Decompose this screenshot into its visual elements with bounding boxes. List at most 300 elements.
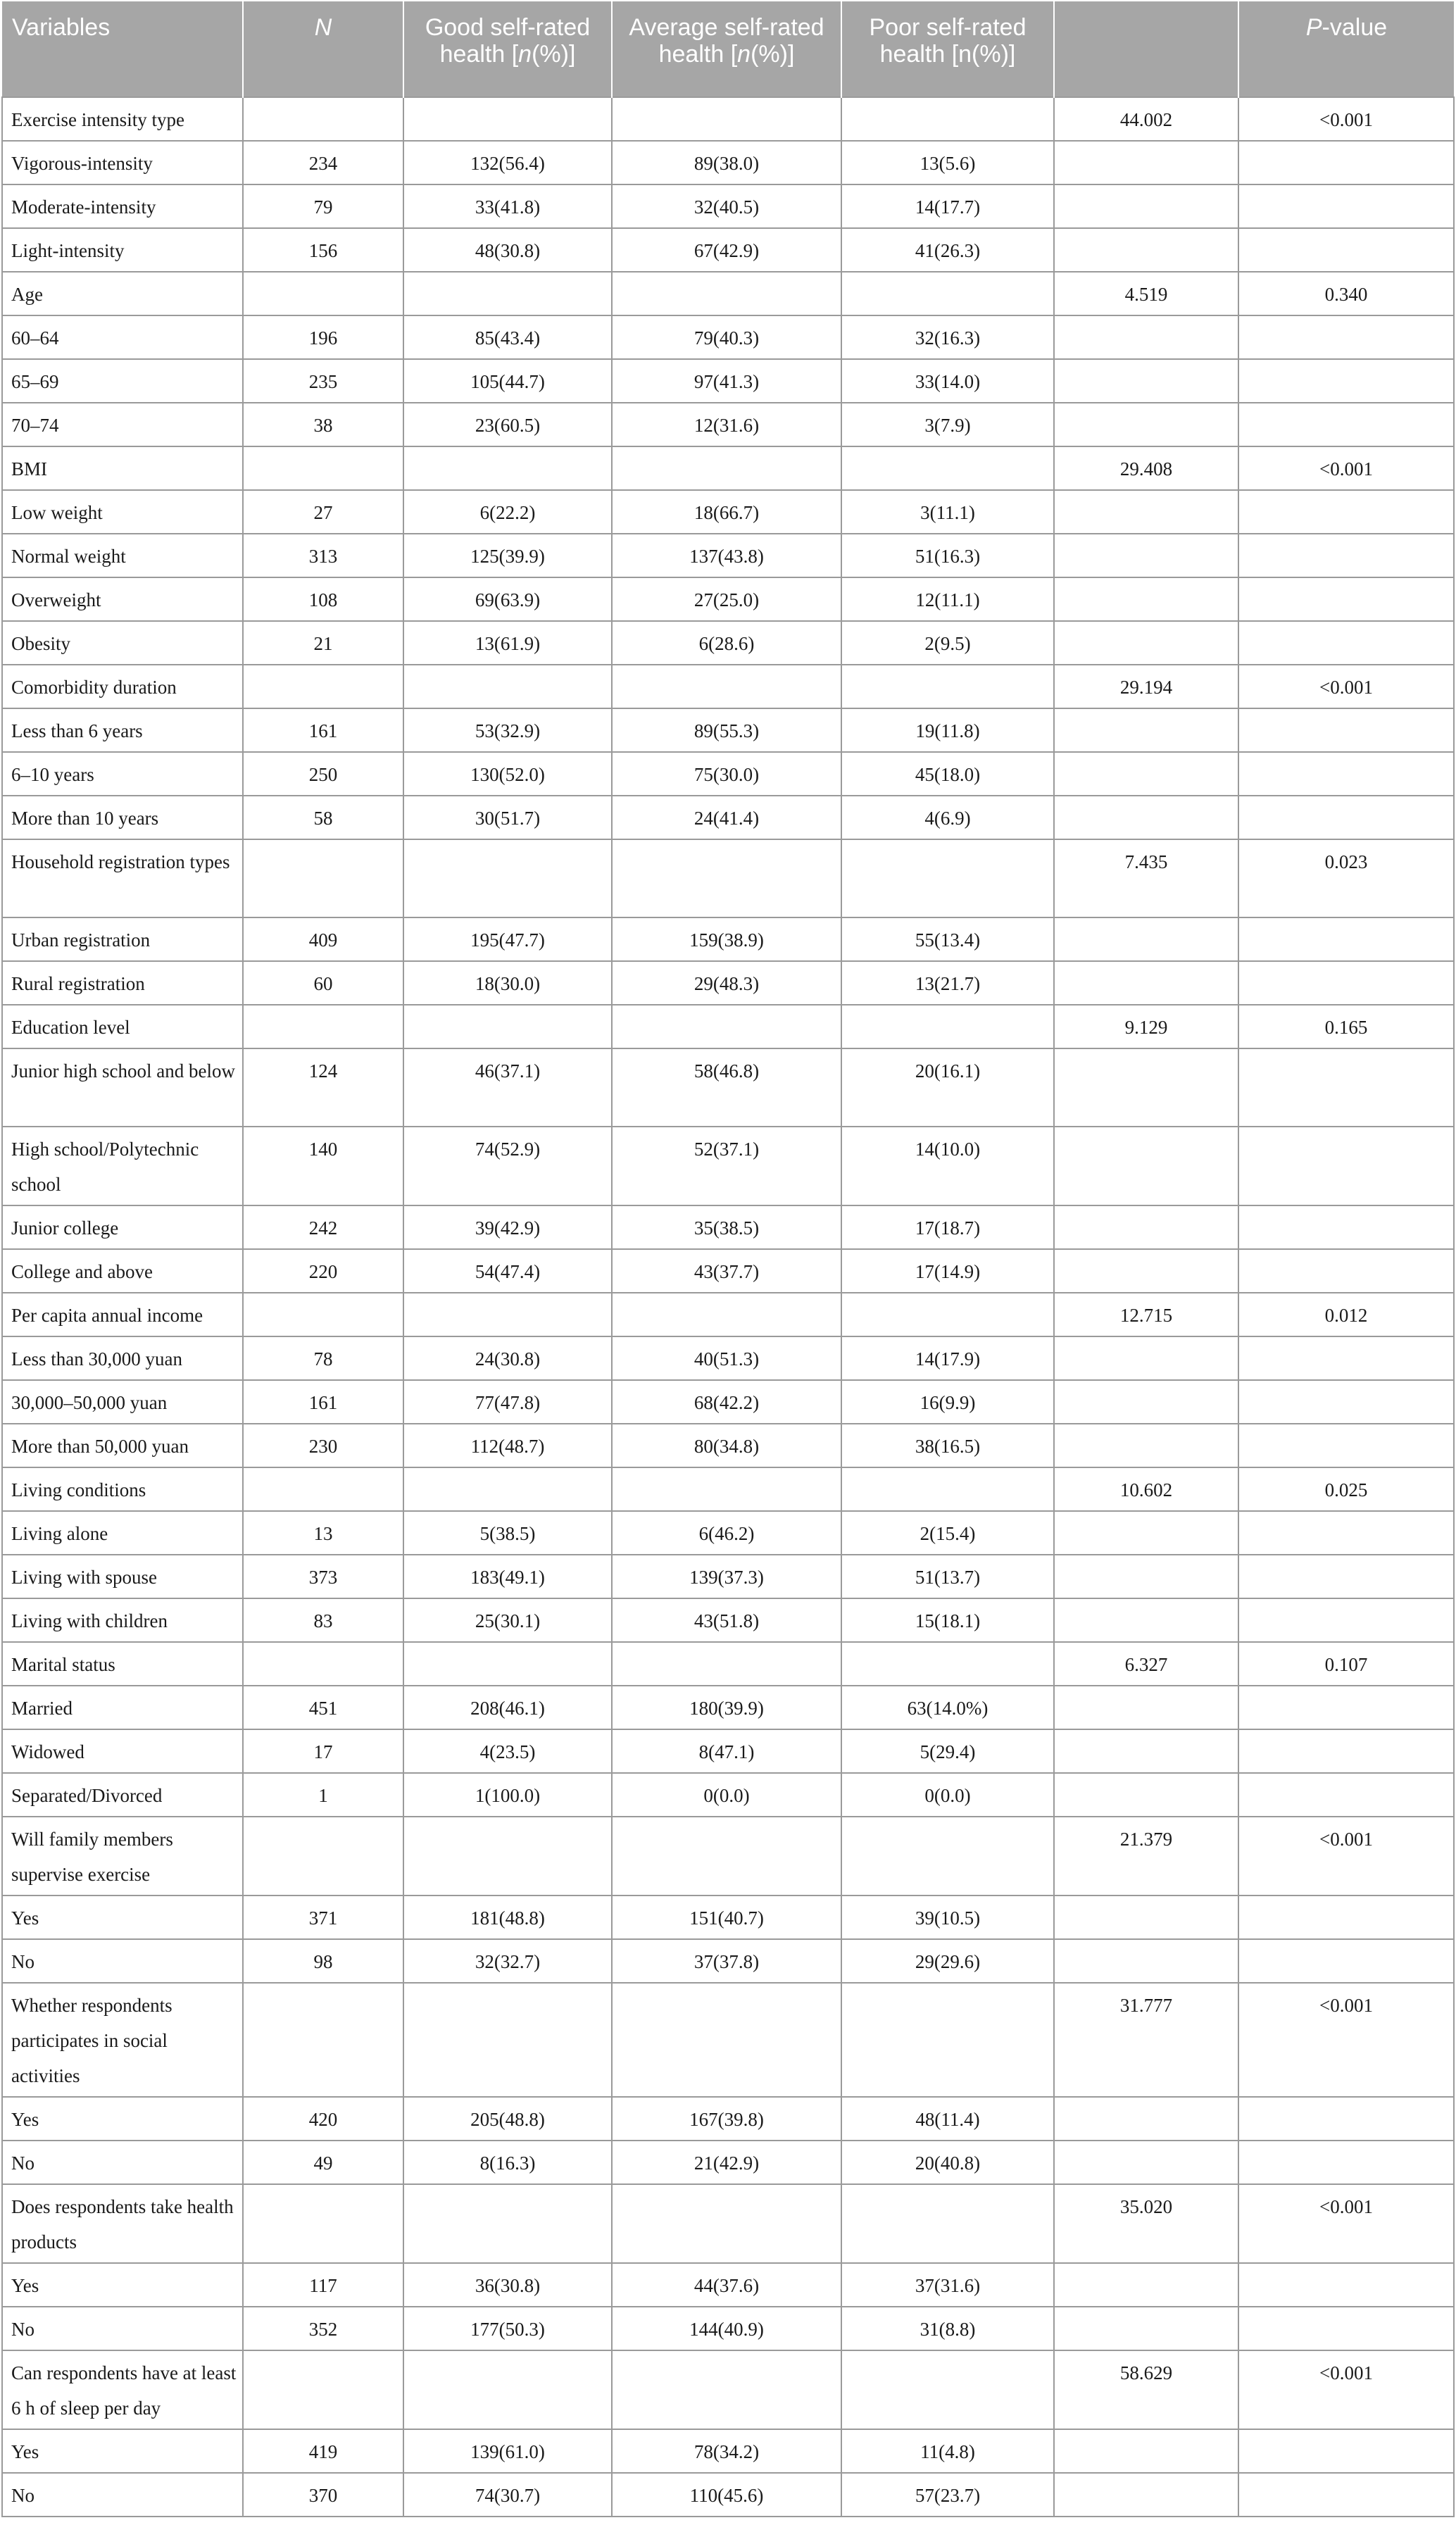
- cell-variable: Yes: [2, 1896, 243, 1939]
- table-row: [2, 1127, 1454, 1205]
- cell-n: 161: [243, 1380, 403, 1424]
- cell-n: 313: [243, 534, 403, 577]
- cell-p-value: [1238, 184, 1454, 228]
- table-row: [2, 577, 1454, 621]
- cell-p-value: [1238, 1939, 1454, 1983]
- cell-n: 196: [243, 315, 403, 359]
- cell-poor: 31(8.8): [841, 2307, 1054, 2350]
- cell-good: 74(52.9): [403, 1127, 612, 1205]
- cell-poor: 3(11.1): [841, 490, 1054, 534]
- header-variables-label: Variables: [12, 14, 111, 41]
- cell-poor: 41(26.3): [841, 228, 1054, 272]
- cell-poor: 17(18.7): [841, 1205, 1054, 1249]
- cell-variable: Junior college: [2, 1205, 243, 1249]
- cell-good: 132(56.4): [403, 141, 612, 184]
- cell-average: 43(37.7): [612, 1249, 841, 1293]
- cell-good: [403, 1642, 612, 1686]
- cell-good: 130(52.0): [403, 752, 612, 796]
- cell-average: 67(42.9): [612, 228, 841, 272]
- cell-n: 21: [243, 621, 403, 665]
- cell-p-value: [1238, 359, 1454, 403]
- cell-p-value: [1238, 621, 1454, 665]
- cell-p-value: <0.001: [1238, 2184, 1454, 2263]
- cell-variable: No: [2, 1939, 243, 1983]
- cell-variable: Overweight: [2, 577, 243, 621]
- cell-poor: 38(16.5): [841, 1424, 1054, 1467]
- header-row: [2, 1, 1454, 97]
- cell-n: 27: [243, 490, 403, 534]
- cell-poor: [841, 446, 1054, 490]
- cell-p-value: [1238, 1555, 1454, 1598]
- table-row: [2, 1598, 1454, 1642]
- cell-p-value: 0.107: [1238, 1642, 1454, 1686]
- cell-p-value: [1238, 2473, 1454, 2517]
- cell-poor: 20(40.8): [841, 2141, 1054, 2184]
- cell-statistic: [1054, 1896, 1238, 1939]
- cell-statistic: [1054, 359, 1238, 403]
- table-row: [2, 1555, 1454, 1598]
- cell-n: 98: [243, 1939, 403, 1983]
- cell-n: 220: [243, 1249, 403, 1293]
- cell-p-value: [1238, 1249, 1454, 1293]
- cell-average: 159(38.9): [612, 917, 841, 961]
- table-row: [2, 1380, 1454, 1424]
- cell-n: 371: [243, 1896, 403, 1939]
- cell-good: 6(22.2): [403, 490, 612, 534]
- cell-average: 32(40.5): [612, 184, 841, 228]
- cell-average: 79(40.3): [612, 315, 841, 359]
- cell-n: [243, 1467, 403, 1511]
- cell-n: [243, 1983, 403, 2097]
- cell-good: 181(48.8): [403, 1896, 612, 1939]
- cell-p-value: [1238, 2263, 1454, 2307]
- cell-statistic: 12.715: [1054, 1293, 1238, 1336]
- cell-p-value: [1238, 141, 1454, 184]
- cell-variable: Normal weight: [2, 534, 243, 577]
- table-header: [2, 1, 1454, 97]
- cell-n: 409: [243, 917, 403, 961]
- cell-variable: Separated/Divorced: [2, 1773, 243, 1817]
- header-statistic: [1054, 1, 1238, 97]
- table-row: [2, 359, 1454, 403]
- cell-good: 5(38.5): [403, 1511, 612, 1555]
- table-row: [2, 184, 1454, 228]
- cell-variable: Light-intensity: [2, 228, 243, 272]
- cell-average: 21(42.9): [612, 2141, 841, 2184]
- cell-average: 6(46.2): [612, 1511, 841, 1555]
- cell-variable: 70–74: [2, 403, 243, 446]
- cell-variable: No: [2, 2307, 243, 2350]
- cell-average: [612, 2350, 841, 2429]
- table-row: [2, 1896, 1454, 1939]
- cell-poor: [841, 1293, 1054, 1336]
- cell-good: [403, 2184, 612, 2263]
- cell-statistic: [1054, 228, 1238, 272]
- table-row: [2, 2429, 1454, 2473]
- cell-variable: Can respondents have at least 6 h of sleep per day: [2, 2350, 243, 2429]
- cell-poor: [841, 1642, 1054, 1686]
- cell-good: 125(39.9): [403, 534, 612, 577]
- cell-statistic: 7.435: [1054, 839, 1238, 917]
- header-good-prefix: Good self-rated health [: [425, 14, 591, 68]
- table-row: [2, 97, 1454, 141]
- header-poor-label: Poor self-rated health [n(%)]: [869, 14, 1027, 68]
- cell-good: 23(60.5): [403, 403, 612, 446]
- cell-statistic: [1054, 2429, 1238, 2473]
- cell-good: [403, 272, 612, 315]
- cell-statistic: [1054, 1729, 1238, 1773]
- cell-poor: [841, 1005, 1054, 1048]
- cell-statistic: [1054, 577, 1238, 621]
- cell-n: [243, 839, 403, 917]
- cell-average: 18(66.7): [612, 490, 841, 534]
- cell-good: [403, 1005, 612, 1048]
- cell-good: 36(30.8): [403, 2263, 612, 2307]
- table-row: [2, 708, 1454, 752]
- cell-statistic: [1054, 708, 1238, 752]
- cell-poor: 11(4.8): [841, 2429, 1054, 2473]
- table-row: [2, 228, 1454, 272]
- header-p-italic: P: [1305, 14, 1322, 41]
- cell-n: 58: [243, 796, 403, 839]
- cell-good: 139(61.0): [403, 2429, 612, 2473]
- cell-p-value: [1238, 315, 1454, 359]
- cell-average: 78(34.2): [612, 2429, 841, 2473]
- cell-average: 97(41.3): [612, 359, 841, 403]
- cell-n: 83: [243, 1598, 403, 1642]
- cell-statistic: [1054, 534, 1238, 577]
- cell-average: [612, 446, 841, 490]
- cell-good: 18(30.0): [403, 961, 612, 1005]
- cell-average: 75(30.0): [612, 752, 841, 796]
- cell-statistic: [1054, 1686, 1238, 1729]
- cell-average: 37(37.8): [612, 1939, 841, 1983]
- cell-statistic: [1054, 1336, 1238, 1380]
- cell-n: 451: [243, 1686, 403, 1729]
- table-row: [2, 1983, 1454, 2097]
- cell-p-value: [1238, 403, 1454, 446]
- cell-average: [612, 2184, 841, 2263]
- cell-p-value: <0.001: [1238, 1817, 1454, 1896]
- cell-good: 208(46.1): [403, 1686, 612, 1729]
- cell-p-value: [1238, 708, 1454, 752]
- header-variables: [2, 1, 243, 97]
- header-n: [243, 1, 403, 97]
- cell-p-value: [1238, 1511, 1454, 1555]
- cell-p-value: [1238, 577, 1454, 621]
- table-container: [1, 1, 1453, 2517]
- cell-statistic: [1054, 2263, 1238, 2307]
- cell-poor: 20(16.1): [841, 1048, 1054, 1127]
- table-row: [2, 839, 1454, 917]
- table-row: [2, 1686, 1454, 1729]
- cell-average: [612, 665, 841, 708]
- cell-average: 12(31.6): [612, 403, 841, 446]
- table-row: [2, 534, 1454, 577]
- cell-variable: Yes: [2, 2429, 243, 2473]
- cell-good: 24(30.8): [403, 1336, 612, 1380]
- cell-p-value: [1238, 917, 1454, 961]
- cell-poor: 17(14.9): [841, 1249, 1054, 1293]
- header-good-suffix: (%)]: [532, 41, 576, 68]
- cell-variable: Living alone: [2, 1511, 243, 1555]
- cell-average: [612, 1293, 841, 1336]
- cell-good: 53(32.9): [403, 708, 612, 752]
- cell-good: [403, 1467, 612, 1511]
- cell-average: 167(39.8): [612, 2097, 841, 2141]
- cell-statistic: [1054, 961, 1238, 1005]
- cell-p-value: 0.023: [1238, 839, 1454, 917]
- cell-average: 180(39.9): [612, 1686, 841, 1729]
- cell-average: 89(55.3): [612, 708, 841, 752]
- cell-p-value: <0.001: [1238, 1983, 1454, 2097]
- cell-statistic: 35.020: [1054, 2184, 1238, 2263]
- cell-average: [612, 1467, 841, 1511]
- cell-poor: 13(21.7): [841, 961, 1054, 1005]
- cell-p-value: [1238, 228, 1454, 272]
- cell-poor: 55(13.4): [841, 917, 1054, 961]
- header-good-n: n: [518, 41, 532, 68]
- cell-poor: [841, 1817, 1054, 1896]
- cell-good: [403, 97, 612, 141]
- cell-statistic: 29.194: [1054, 665, 1238, 708]
- table-row: [2, 2307, 1454, 2350]
- cell-statistic: 21.379: [1054, 1817, 1238, 1896]
- cell-average: [612, 1642, 841, 1686]
- cell-good: [403, 839, 612, 917]
- cell-p-value: 0.165: [1238, 1005, 1454, 1048]
- cell-n: 234: [243, 141, 403, 184]
- cell-statistic: 10.602: [1054, 1467, 1238, 1511]
- cell-good: 4(23.5): [403, 1729, 612, 1773]
- table-row: [2, 1205, 1454, 1249]
- cell-poor: 2(9.5): [841, 621, 1054, 665]
- table-row: [2, 446, 1454, 490]
- cell-good: 33(41.8): [403, 184, 612, 228]
- cell-poor: 15(18.1): [841, 1598, 1054, 1642]
- table-row: [2, 403, 1454, 446]
- cell-n: 370: [243, 2473, 403, 2517]
- cell-statistic: 9.129: [1054, 1005, 1238, 1048]
- cell-poor: 0(0.0): [841, 1773, 1054, 1817]
- cell-p-value: [1238, 1336, 1454, 1380]
- cell-variable: No: [2, 2473, 243, 2517]
- cell-variable: Junior high school and below: [2, 1048, 243, 1127]
- cell-good: 195(47.7): [403, 917, 612, 961]
- cell-poor: [841, 272, 1054, 315]
- cell-statistic: [1054, 1249, 1238, 1293]
- cell-good: 30(51.7): [403, 796, 612, 839]
- cell-n: 161: [243, 708, 403, 752]
- header-average-suffix: (%)]: [751, 41, 795, 68]
- cell-p-value: <0.001: [1238, 446, 1454, 490]
- table-row: [2, 621, 1454, 665]
- cell-poor: [841, 2184, 1054, 2263]
- cell-average: 44(37.6): [612, 2263, 841, 2307]
- table-row: [2, 1293, 1454, 1336]
- cell-average: 0(0.0): [612, 1773, 841, 1817]
- cell-p-value: [1238, 752, 1454, 796]
- cell-variable: No: [2, 2141, 243, 2184]
- cell-variable: Will family members supervise exercise: [2, 1817, 243, 1896]
- cell-variable: Marital status: [2, 1642, 243, 1686]
- cell-average: 139(37.3): [612, 1555, 841, 1598]
- table-row: [2, 2350, 1454, 2429]
- cell-p-value: 0.025: [1238, 1467, 1454, 1511]
- cell-n: 17: [243, 1729, 403, 1773]
- cell-n: 242: [243, 1205, 403, 1249]
- cell-n: [243, 97, 403, 141]
- cell-n: 250: [243, 752, 403, 796]
- cell-poor: 5(29.4): [841, 1729, 1054, 1773]
- table-row: [2, 1939, 1454, 1983]
- cell-average: 80(34.8): [612, 1424, 841, 1467]
- cell-poor: 45(18.0): [841, 752, 1054, 796]
- cell-statistic: [1054, 403, 1238, 446]
- cell-n: [243, 1005, 403, 1048]
- cell-poor: 37(31.6): [841, 2263, 1054, 2307]
- cell-variable: 6–10 years: [2, 752, 243, 796]
- cell-poor: 48(11.4): [841, 2097, 1054, 2141]
- table-row: [2, 2141, 1454, 2184]
- header-average-health: [612, 1, 841, 97]
- cell-poor: 39(10.5): [841, 1896, 1054, 1939]
- cell-n: 60: [243, 961, 403, 1005]
- cell-statistic: [1054, 621, 1238, 665]
- cell-n: [243, 1642, 403, 1686]
- cell-n: [243, 2184, 403, 2263]
- cell-variable: Exercise intensity type: [2, 97, 243, 141]
- cell-p-value: [1238, 1127, 1454, 1205]
- cell-p-value: [1238, 2307, 1454, 2350]
- cell-average: 110(45.6): [612, 2473, 841, 2517]
- cell-poor: 13(5.6): [841, 141, 1054, 184]
- cell-poor: 2(15.4): [841, 1511, 1054, 1555]
- table-row: [2, 1005, 1454, 1048]
- cell-n: 79: [243, 184, 403, 228]
- table-row: [2, 2097, 1454, 2141]
- cell-statistic: [1054, 1511, 1238, 1555]
- cell-good: 105(44.7): [403, 359, 612, 403]
- cell-n: 78: [243, 1336, 403, 1380]
- cell-good: [403, 1293, 612, 1336]
- cell-variable: Does respondents take health products: [2, 2184, 243, 2263]
- cell-n: [243, 272, 403, 315]
- cell-n: [243, 446, 403, 490]
- cell-variable: More than 50,000 yuan: [2, 1424, 243, 1467]
- cell-average: [612, 839, 841, 917]
- cell-average: 27(25.0): [612, 577, 841, 621]
- cell-poor: 12(11.1): [841, 577, 1054, 621]
- cell-good: 54(47.4): [403, 1249, 612, 1293]
- header-poor-health: [841, 1, 1054, 97]
- table-row: [2, 1773, 1454, 1817]
- table-row: [2, 917, 1454, 961]
- cell-average: 137(43.8): [612, 534, 841, 577]
- header-average-prefix: Average self-rated health [: [629, 14, 824, 68]
- cell-good: 1(100.0): [403, 1773, 612, 1817]
- header-n-label: N: [314, 14, 332, 41]
- cell-variable: Household registration types: [2, 839, 243, 917]
- cell-poor: [841, 2350, 1054, 2429]
- cell-poor: 3(7.9): [841, 403, 1054, 446]
- cell-variable: High school/Polytechnic school: [2, 1127, 243, 1205]
- cell-p-value: 0.012: [1238, 1293, 1454, 1336]
- cell-statistic: [1054, 2141, 1238, 2184]
- cell-good: [403, 1983, 612, 2097]
- cell-poor: 14(17.7): [841, 184, 1054, 228]
- cell-good: 48(30.8): [403, 228, 612, 272]
- cell-p-value: [1238, 1729, 1454, 1773]
- cell-statistic: 58.629: [1054, 2350, 1238, 2429]
- cell-average: 24(41.4): [612, 796, 841, 839]
- cell-n: 49: [243, 2141, 403, 2184]
- cell-n: [243, 665, 403, 708]
- cell-statistic: [1054, 141, 1238, 184]
- cell-average: 29(48.3): [612, 961, 841, 1005]
- table-row: [2, 1336, 1454, 1380]
- cell-p-value: 0.340: [1238, 272, 1454, 315]
- cell-variable: Less than 6 years: [2, 708, 243, 752]
- cell-good: 183(49.1): [403, 1555, 612, 1598]
- table-row: [2, 2184, 1454, 2263]
- cell-n: 13: [243, 1511, 403, 1555]
- cell-statistic: [1054, 1939, 1238, 1983]
- cell-poor: 19(11.8): [841, 708, 1054, 752]
- cell-poor: 29(29.6): [841, 1939, 1054, 1983]
- cell-variable: Education level: [2, 1005, 243, 1048]
- cell-p-value: [1238, 1686, 1454, 1729]
- cell-p-value: [1238, 2141, 1454, 2184]
- cell-n: 352: [243, 2307, 403, 2350]
- cell-poor: [841, 1983, 1054, 2097]
- cell-variable: Married: [2, 1686, 243, 1729]
- table-row: [2, 490, 1454, 534]
- cell-average: 89(38.0): [612, 141, 841, 184]
- cell-statistic: 29.408: [1054, 446, 1238, 490]
- cell-variable: Moderate-intensity: [2, 184, 243, 228]
- table-body: [2, 97, 1454, 2517]
- cell-good: 39(42.9): [403, 1205, 612, 1249]
- cell-p-value: [1238, 1048, 1454, 1127]
- cell-p-value: [1238, 490, 1454, 534]
- cell-good: 112(48.7): [403, 1424, 612, 1467]
- header-p-value: [1238, 1, 1454, 97]
- cell-p-value: [1238, 534, 1454, 577]
- cell-n: 108: [243, 577, 403, 621]
- cell-poor: 51(13.7): [841, 1555, 1054, 1598]
- cell-good: [403, 665, 612, 708]
- table-row: [2, 1642, 1454, 1686]
- cell-variable: Comorbidity duration: [2, 665, 243, 708]
- cell-variable: Age: [2, 272, 243, 315]
- cell-statistic: [1054, 1205, 1238, 1249]
- cell-variable: BMI: [2, 446, 243, 490]
- cell-good: [403, 2350, 612, 2429]
- cell-good: 77(47.8): [403, 1380, 612, 1424]
- cell-p-value: [1238, 1773, 1454, 1817]
- cell-variable: Rural registration: [2, 961, 243, 1005]
- table-row: [2, 1511, 1454, 1555]
- cell-statistic: [1054, 1598, 1238, 1642]
- cell-statistic: [1054, 2097, 1238, 2141]
- cell-statistic: [1054, 2473, 1238, 2517]
- cell-statistic: [1054, 1048, 1238, 1127]
- cell-variable: Less than 30,000 yuan: [2, 1336, 243, 1380]
- cell-good: 85(43.4): [403, 315, 612, 359]
- cell-p-value: [1238, 1205, 1454, 1249]
- cell-average: 43(51.8): [612, 1598, 841, 1642]
